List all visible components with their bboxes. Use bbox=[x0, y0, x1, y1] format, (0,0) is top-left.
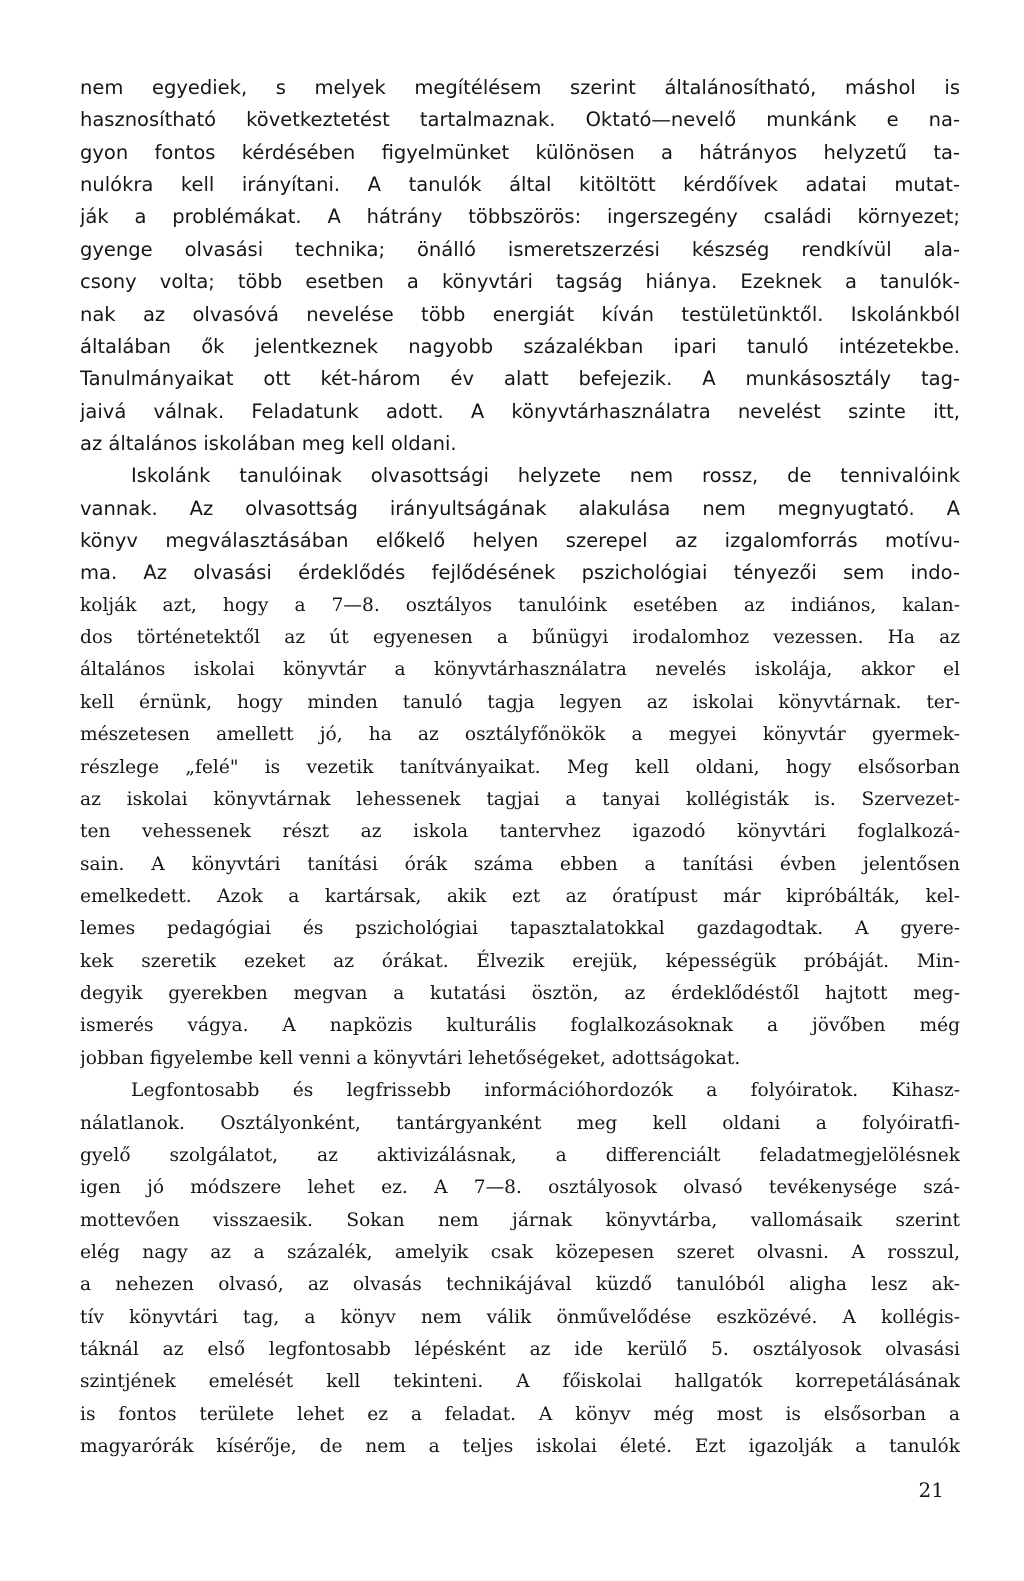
text-line: Iskolánk tanulóinak olvasottsági helyzete nem rossz, de tennivalóink bbox=[131, 464, 960, 488]
text-line: hasznosítható következtetést tartalmaznak. Oktató—nevelő munkánk e na- bbox=[80, 108, 960, 132]
text-line: nem egyediek, s melyek megítélésem szerint általánosítható, máshol is bbox=[80, 76, 960, 99]
text-line: táknál az első legfontosabb lépésként az ide kerülő 5. osztályosok olvasási bbox=[80, 1339, 960, 1361]
text-line: csony volta; több esetben a könyvtári tagság hiánya. Ezeknek a tanulók- bbox=[80, 270, 960, 294]
text-line: Tanulmányaikat ott két-három év alatt befejezik. A munkásosztály tag- bbox=[80, 367, 960, 391]
text-line: mottevően visszaesik. Sokan nem járnak könyvtárba, vallomásaik szerint bbox=[80, 1209, 960, 1231]
text-line: tív könyvtári tag, a könyv nem válik önművelődése eszközévé. A kollégis- bbox=[80, 1306, 960, 1328]
text-line: ma. Az olvasási érdeklődés fejlődésének pszichológiai tényezői sem indo- bbox=[80, 561, 960, 585]
text-line: elég nagy az a százalék, amelyik csak közepesen szeret olvasni. A rosszul, bbox=[80, 1241, 960, 1263]
text-line: jobban figyelembe kell venni a könyvtári lehetőségeket, adottságokat. bbox=[80, 1047, 741, 1069]
document-page bbox=[80, 72, 960, 1463]
text-line: könyv megválasztásában előkelő helyen szerepel az izgalomforrás motívu- bbox=[80, 529, 960, 553]
text-line: degyik gyerekben megvan a kutatási ösztön, az érdeklődéstől hajtott meg- bbox=[80, 983, 960, 1005]
text-line: jaivá válnak. Feladatunk adott. A könyvtárhasználatra nevelést szinte itt, bbox=[80, 399, 960, 423]
text-line: ismerés vágya. A napközis kulturális foglalkozásoknak a jövőben még bbox=[80, 1015, 960, 1037]
text-line: vannak. Az olvasottság irányultságának alakulása nem megnyugtató. A bbox=[80, 496, 960, 520]
text-line: is fontos területe lehet ez a feladat. A könyv még most is elsősorban a bbox=[80, 1403, 960, 1425]
text-line: kek szeretik ezeket az órákat. Élvezik erejük, képességük próbáját. Min- bbox=[80, 950, 960, 972]
text-line: nak az olvasóvá nevelése több energiát kíván testületünktől. Iskolánkból bbox=[80, 302, 960, 326]
text-line: gyenge olvasási technika; önálló ismeretszerzési készség rendkívül ala- bbox=[80, 237, 960, 261]
text-line: az iskolai könyvtárnak lehessenek tagjai a tanyai kollégisták is. Szervezet- bbox=[80, 788, 960, 810]
text-line: nulókra kell irányítani. A tanulók által kitöltött kérdőívek adatai mutat- bbox=[80, 173, 960, 197]
text-line: az általános iskolában meg kell oldani. bbox=[80, 431, 457, 455]
text-line: kell érnünk, hogy minden tanuló tagja legyen az iskolai könyvtárnak. ter- bbox=[80, 691, 960, 713]
text-line: nálatlanok. Osztályonként, tantárgyanként meg kell oldani a folyóiratfi- bbox=[80, 1112, 960, 1134]
text-line: dos történetektől az út egyenesen a bűnügyi irodalomhoz vezessen. Ha az bbox=[80, 627, 960, 649]
text-line: általában ők jelentkeznek nagyobb százalékban ipari tanuló intézetekbe. bbox=[80, 334, 960, 358]
text-line: emelkedett. Azok a kartársak, akik ezt az óratípust már kipróbálták, kel- bbox=[80, 885, 960, 907]
text-line: ten vehessenek részt az iskola tantervhez igazodó könyvtári foglalkozá- bbox=[80, 821, 960, 843]
text-line: általános iskolai könyvtár a könyvtárhasználatra nevelés iskolája, akkor el bbox=[80, 659, 960, 681]
text-line: a nehezen olvasó, az olvasás technikájával küzdő tanulóból aligha lesz ak- bbox=[80, 1274, 960, 1296]
page-number: 21 bbox=[918, 1478, 944, 1502]
text-line: sain. A könyvtári tanítási órák száma ebben a tanítási évben jelentősen bbox=[80, 853, 960, 875]
text-line: részlege „felé" is vezetik tanítványaikat. Meg kell oldani, hogy elsősorban bbox=[80, 756, 960, 778]
text-line: mészetesen amellett jó, ha az osztályfőnökök a megyei könyvtár gyermek- bbox=[80, 724, 960, 746]
text-line: Legfontosabb és legfrissebb információhordozók a folyóiratok. Kihasz- bbox=[131, 1080, 960, 1102]
text-line: kolják azt, hogy a 7—8. osztályos tanulóink esetében az indiános, kalan- bbox=[80, 594, 960, 616]
text-line: szintjének emelését kell tekinteni. A főiskolai hallgatók korrepetálásának bbox=[80, 1371, 960, 1393]
text-line: lemes pedagógiai és pszichológiai tapasztalatokkal gazdagodtak. A gyere- bbox=[80, 918, 960, 940]
text-line: igen jó módszere lehet ez. A 7—8. osztályosok olvasó tevékenysége szá- bbox=[80, 1177, 960, 1199]
text-line: magyarórák kísérője, de nem a teljes iskolai életé. Ezt igazolják a tanulók bbox=[80, 1436, 960, 1458]
text-line: ják a problémákat. A hátrány többszörös: ingerszegény családi környezet; bbox=[80, 205, 960, 229]
text-line: gyelő szolgálatot, az aktivizálásnak, a differenciált feladatmegjelölésnek bbox=[80, 1144, 960, 1166]
text-line: gyon fontos kérdésében figyelmünket különösen a hátrányos helyzetű ta- bbox=[80, 140, 960, 164]
